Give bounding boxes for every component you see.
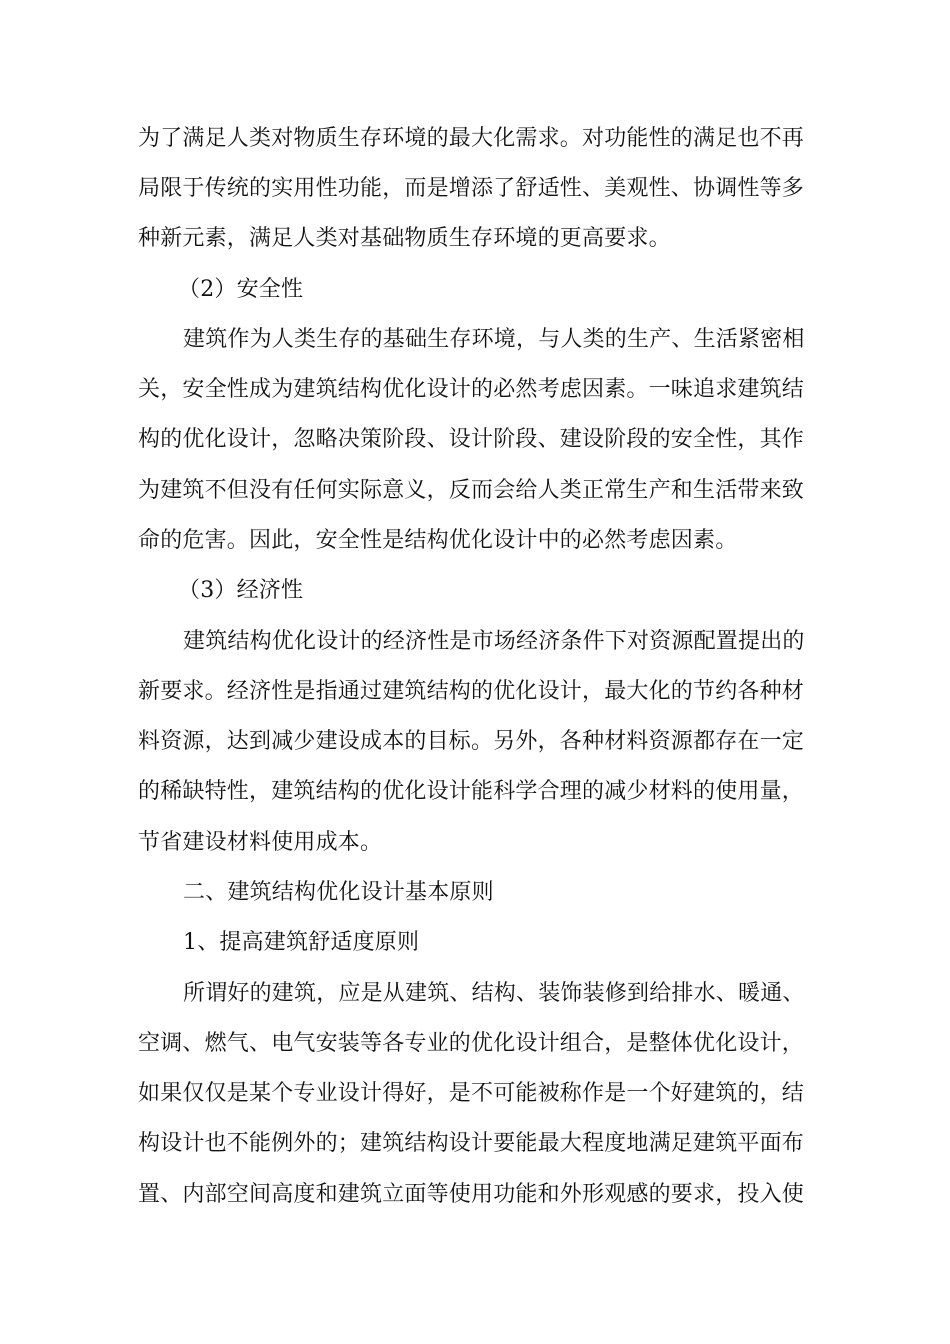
text-line: 构的优化设计，忽略决策阶段、设计阶段、建设阶段的安全性，其作 — [138, 427, 805, 452]
text-line: 的稀缺特性，建筑结构的优化设计能科学合理的减少材料的使用量， — [138, 779, 805, 804]
section-heading-safety: （2）安全性 — [178, 277, 304, 302]
text-line: 置、内部空间高度和建筑立面等使用功能和外形观感的要求，投入使 — [138, 1182, 805, 1207]
paragraph-start-line: 建筑结构优化设计的经济性是市场经济条件下对资源配置提出的 — [183, 629, 805, 654]
text-line: 空调、燃气、电气安装等各专业的优化设计组合，是整体优化设计， — [138, 1031, 805, 1056]
principle-heading: 1、提高建筑舒适度原则 — [183, 930, 420, 955]
text-line: 命的危害。因此，安全性是结构优化设计中的必然考虑因素。 — [138, 528, 738, 553]
chapter-heading: 二、建筑结构优化设计基本原则 — [183, 880, 494, 905]
text-line: 节省建设材料使用成本。 — [138, 830, 383, 855]
section-heading-economy: （3）经济性 — [178, 578, 304, 603]
text-line: 如果仅仅是某个专业设计得好，是不可能被称作是一个好建筑的，结 — [138, 1081, 805, 1106]
text-line: 构设计也不能例外的；建筑结构设计要能最大程度地满足建筑平面布 — [138, 1131, 805, 1156]
text-line: 局限于传统的实用性功能，而是增添了舒适性、美观性、协调性等多 — [138, 176, 805, 201]
text-line: 新要求。经济性是指通过建筑结构的优化设计，最大化的节约各种材 — [138, 679, 805, 704]
text-line: 为了满足人类对物质生存环境的最大化需求。对功能性的满足也不再 — [138, 126, 805, 151]
text-line: 种新元素，满足人类对基础物质生存环境的更高要求。 — [138, 226, 671, 251]
text-line: 关，安全性成为建筑结构优化设计的必然考虑因素。一味追求建筑结 — [138, 377, 805, 402]
paragraph-start-line: 所谓好的建筑，应是从建筑、结构、装饰装修到给排水、暖通、 — [183, 981, 805, 1006]
text-line: 料资源，达到减少建设成本的目标。另外，各种材料资源都存在一定 — [138, 729, 805, 754]
paragraph-start-line: 建筑作为人类生存的基础生存环境，与人类的生产、生活紧密相 — [183, 327, 805, 352]
text-line: 为建筑不但没有任何实际意义，反而会给人类正常生产和生活带来致 — [138, 478, 805, 503]
